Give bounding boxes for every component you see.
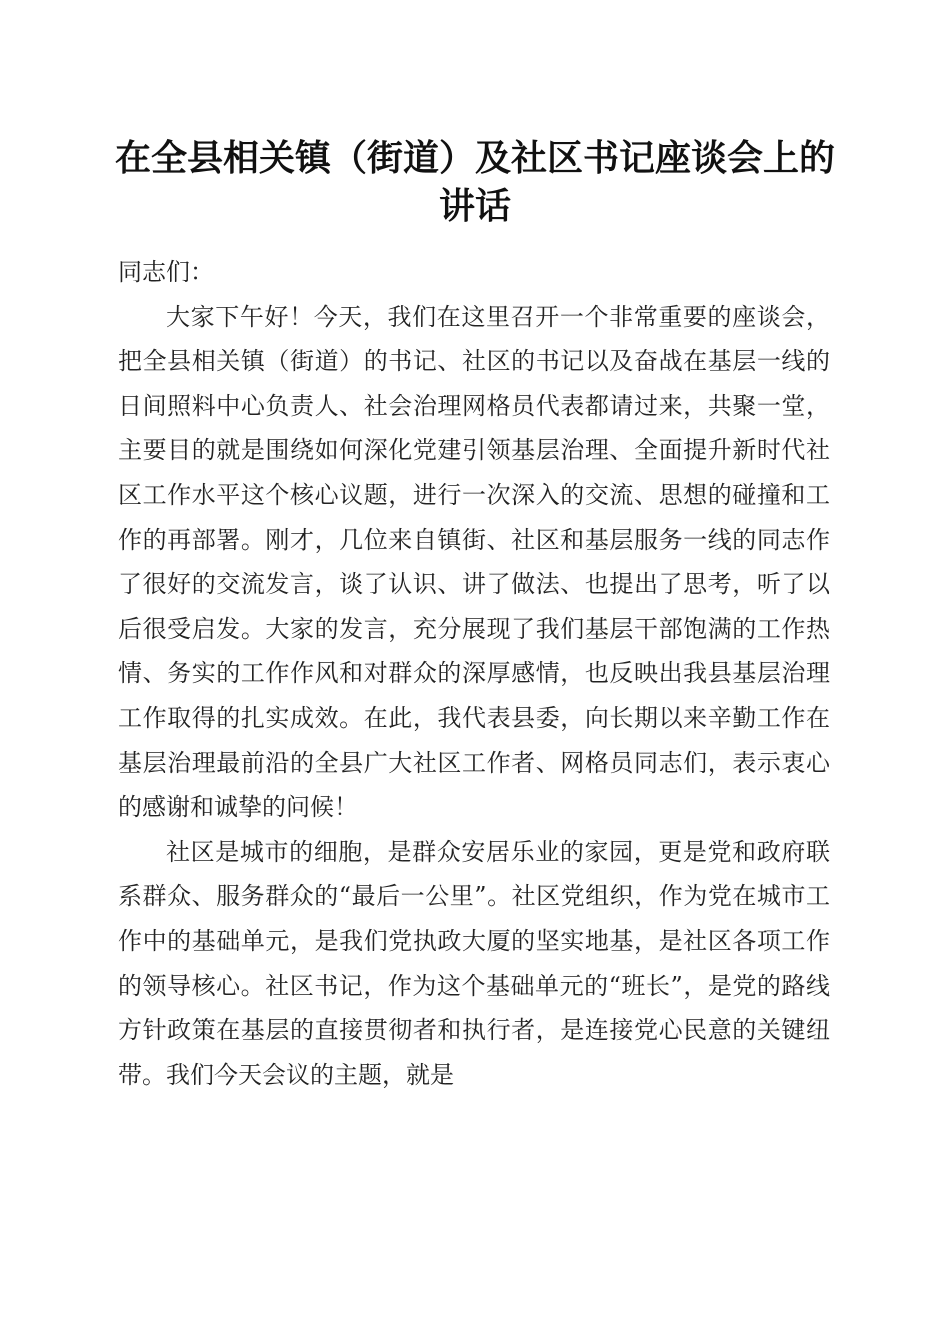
salutation: 同志们： xyxy=(118,258,214,286)
document-body xyxy=(118,250,830,1097)
paragraph-1: 大家下午好！今天，我们在这里召开一个非常重要的座谈会，把全县相关镇（街道）的书记、社区的书记以及奋战在基层一线的日间照料中心负责人、社会治理网格员代表都请过来，共聚一堂，主要目的就是围绕如何深化党建引领基层治理、全面提升新时代社区工作水平这个核心议题，进行一次深入的交流、思想的碰撞和工作的再部署。刚才，几位来自镇街、社区和基层服务一线的同志作了很好的交流发言，谈了认识、讲了做法、也提出了思考，听了以后很受启发。大家的发言，充分展现了我们基层干部饱满的工作热情、务实的工作作风和对群众的深厚感情，也反映出我县基层治理工作取得的扎实成效。在此，我代表县委，向长期以来辛勤工作在基层治理最前沿的全县广大社区工作者、网格员同志们，表示衷心的感谢和诚挚的问候！ xyxy=(118,302,830,822)
paragraph-2: 社区是城市的细胞，是群众安居乐业的家园，更是党和政府联系群众、服务群众的“最后一公里”。社区党组织，作为党在城市工作中的基础单元，是我们党执政大厦的坚实地基，是社区各项工作的领导核心。社区书记，作为这个基础单元的“班长”，是党的路线方针政策在基层的直接贯彻者和执行者，是连接党心民意的关键纽带。我们今天会议的主题，就是 xyxy=(118,837,830,1089)
document-title: 在全县相关镇（街道）及社区书记座谈会上的讲话 xyxy=(114,137,835,227)
